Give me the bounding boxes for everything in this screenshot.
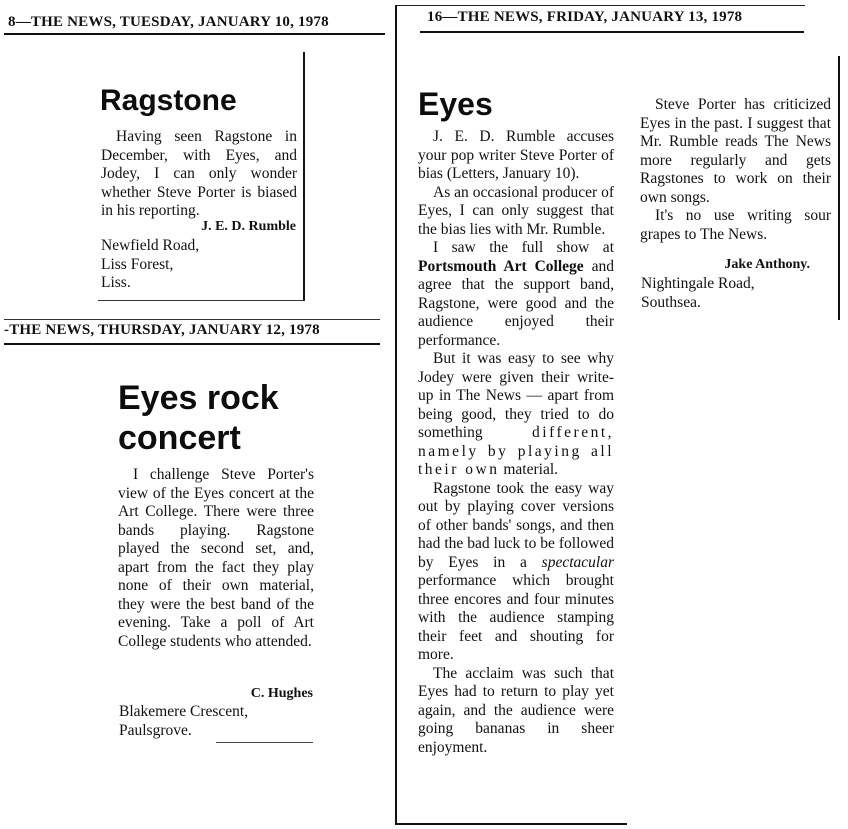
- friday-bottom-border: [395, 823, 627, 825]
- paragraph: It's no use writing sour grapes to The News.: [640, 207, 831, 243]
- paragraph: The acclaim was such that Eyes had to return to play yet again, and the audience were going bananas in sheer enjoyment.: [418, 664, 614, 756]
- address-line: Paulsgrove.: [119, 721, 192, 739]
- thursday-end-rule: [216, 742, 313, 743]
- thursday-top-rule: [4, 319, 380, 320]
- text-run: and agree that the support band, Ragstone, were good and the audience enjoyed their performance.: [418, 257, 614, 349]
- tuesday-bottom-rule: [98, 300, 305, 301]
- friday-dateline: 16—THE NEWS, FRIDAY, JANUARY 13, 1978: [427, 9, 743, 25]
- text-run: performance which brought three encores and four minutes with the audience stamping their feet and shouting for more.: [418, 572, 614, 663]
- paragraph: [418, 480, 614, 665]
- thursday-signature: C. Hughes: [250, 686, 313, 701]
- address-line: Nightingale Road,: [641, 275, 755, 292]
- address-line: Liss.: [101, 274, 131, 291]
- tuesday-address: [101, 237, 301, 293]
- address-line: Newfield Road,: [101, 237, 200, 254]
- text-run: But it was easy to see why Jodey were given their write-up in The News — apart from being good, they tried to do something: [418, 350, 614, 441]
- text-run: Ragstone took the easy way out by playing cover versions of other bands' songs, and then had the bad luck to be followed by Eyes in a: [418, 479, 614, 571]
- spaced-text: different, namely by playing all their own: [418, 424, 614, 478]
- thursday-dateline: -THE NEWS, THURSDAY, JANUARY 12, 1978: [4, 322, 320, 338]
- thursday-letter-body: I challenge Steve Porter's view of the Eyes concert at the Art College. There were three bands playing. Ragstone played the second set, and, apart from the fact they play none of their own material, they were the best band of the evening. Take a poll of Art College students who attended.: [118, 466, 314, 650]
- friday-top-border: [395, 5, 805, 6]
- friday-left-border: [395, 5, 397, 825]
- friday-right-border: [838, 56, 840, 320]
- address-line: Southsea.: [641, 293, 701, 311]
- friday-signature: Jake Anthony.: [724, 257, 810, 272]
- paragraph: J. E. D. Rumble accuses your pop writer Steve Porter of bias (Letters, January 10).: [418, 128, 614, 182]
- friday-column-2: [640, 96, 831, 244]
- tuesday-column-rule: [303, 52, 305, 300]
- paragraph: Steve Porter has criticized Eyes in the past. I suggest that Mr. Rumble reads The News more regularly and gets Ragstones to work on their own songs.: [640, 96, 831, 206]
- italic-text: spectacular: [541, 553, 614, 571]
- thursday-headline: Eyes rock concert: [118, 379, 279, 457]
- text-run: I saw the full show at: [433, 239, 614, 256]
- paragraph: [418, 350, 614, 480]
- friday-column-1: [418, 128, 614, 757]
- friday-headline: Eyes: [418, 86, 493, 122]
- friday-dateline-rule: [420, 31, 804, 33]
- tuesday-dateline: 8—THE NEWS, TUESDAY, JANUARY 10, 1978: [8, 14, 329, 30]
- address-line: Liss Forest,: [101, 255, 174, 273]
- venue-name: Portsmouth Art College: [418, 257, 584, 275]
- thursday-dateline-rule: [4, 343, 380, 345]
- tuesday-letter-body: Having seen Ragstone in December, with Eyes, and Jodey, I can only wonder whether Steve Porter is biased in his reporting.: [101, 128, 297, 219]
- tuesday-headline: Ragstone: [100, 84, 237, 117]
- tuesday-top-rule: [4, 33, 385, 35]
- paragraph: As an occasional producer of Eyes, I can only suggest that the bias lies with Mr. Rumble.: [418, 183, 614, 238]
- paragraph: [418, 239, 614, 350]
- tuesday-signature: J. E. D. Rumble: [201, 219, 296, 234]
- friday-address: [641, 275, 831, 312]
- text-run: material.: [503, 461, 559, 478]
- address-line: Blakemere Crescent,: [119, 703, 249, 720]
- thursday-address: [119, 703, 319, 740]
